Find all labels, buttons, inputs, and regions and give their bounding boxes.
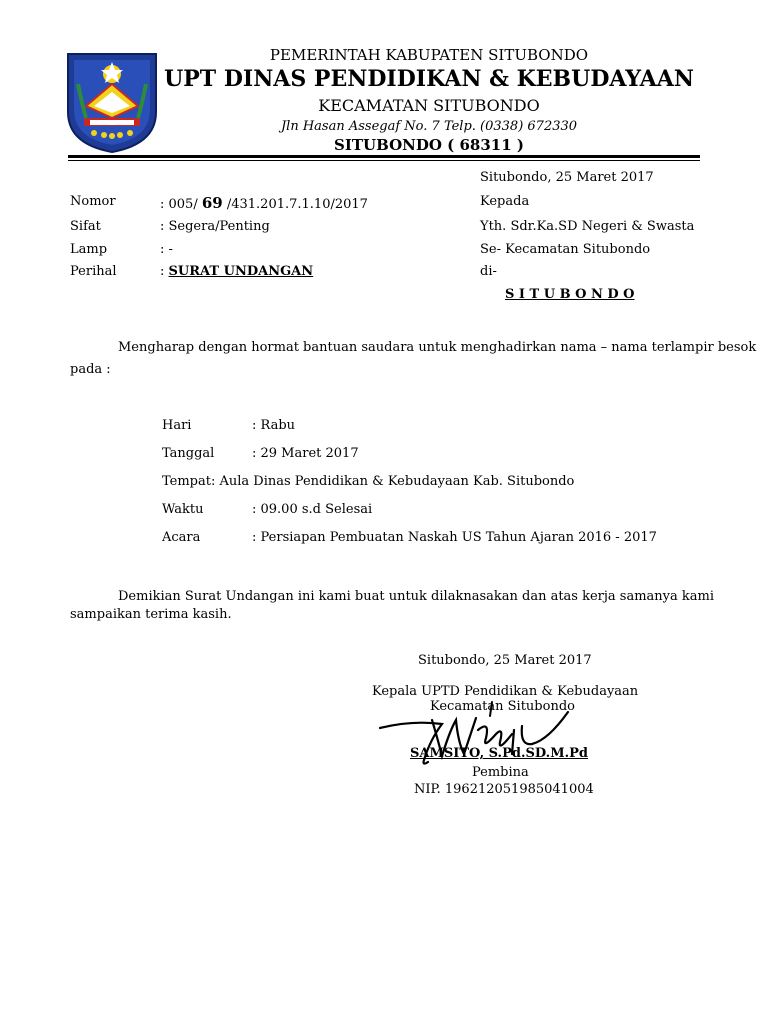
detail-tanggal-label: Tanggal: [162, 446, 215, 461]
signatory-name: SAMSITO, S.Pd.SD.M.Pd: [410, 746, 588, 761]
city-line: SITUBONDO ( 68311 ): [334, 136, 524, 154]
meta-label-nomor: Nomor: [70, 194, 116, 209]
recipient-place: S I T U B O N D O: [505, 287, 635, 302]
agency-title: UPT DINAS PENDIDIKAN & KEBUDAYAAN: [164, 66, 694, 92]
signatory-nip: NIP. 196212051985041004: [414, 782, 594, 797]
recipient-line1: Yth. Sdr.Ka.SD Negeri & Swasta: [480, 219, 695, 234]
meta-value-lamp: : -: [160, 242, 173, 257]
meta-label-perihal: Perihal: [70, 264, 117, 279]
opening-line-2: pada :: [70, 362, 111, 377]
detail-tanggal-value: : 29 Maret 2017: [252, 446, 359, 461]
meta-label-lamp: Lamp: [70, 242, 108, 257]
closing-line-2: sampaikan terima kasih.: [70, 607, 232, 622]
detail-acara-value: : Persiapan Pembuatan Naskah US Tahun Ajaran 2016 - 2017: [252, 530, 657, 545]
recipient-kepada: Kepada: [480, 194, 530, 209]
meta-label-sifat: Sifat: [70, 219, 101, 234]
detail-waktu-value: : 09.00 s.d Selesai: [252, 502, 373, 517]
recipient-di: di-: [480, 264, 497, 279]
header-rule-thin: [68, 160, 700, 161]
government-line: PEMERINTAH KABUPATEN SITUBONDO: [269, 46, 589, 64]
meta-value-sifat: : Segera/Penting: [160, 219, 270, 234]
detail-hari-label: Hari: [162, 418, 192, 433]
signatory-rank: Pembina: [472, 765, 529, 780]
address-line: Jln Hasan Assegaf No. 7 Telp. (0338) 672330: [280, 119, 578, 134]
opening-line-1: Mengharap dengan hormat bantuan saudara untuk menghadirkan nama – nama terlampir besok: [118, 340, 757, 355]
signature-title-1: Kepala UPTD Pendidikan & Kebudayaan: [372, 684, 639, 699]
district-line: KECAMATAN SITUBONDO: [318, 96, 540, 115]
header-rule-thick: [68, 155, 700, 158]
meta-value-nomor: : 005/ 69 /431.201.7.1.10/2017: [160, 194, 368, 212]
detail-acara-label: Acara: [162, 530, 201, 545]
letter-date: Situbondo, 25 Maret 2017: [480, 170, 654, 185]
signature-date: Situbondo, 25 Maret 2017: [418, 653, 592, 668]
detail-hari-value: : Rabu: [252, 418, 296, 433]
closing-line-1: Demikian Surat Undangan ini kami buat untuk dilaknasakan dan atas kerja samanya kami: [118, 589, 715, 604]
meta-value-perihal: : SURAT UNDANGAN: [160, 264, 314, 279]
detail-waktu-label: Waktu: [162, 502, 204, 517]
recipient-line2: Se- Kecamatan Situbondo: [480, 242, 651, 257]
signature-title-2: Kecamatan Situbondo: [430, 699, 575, 714]
detail-tempat: Tempat: Aula Dinas Pendidikan & Kebudayaan Kab. Situbondo: [162, 474, 575, 489]
